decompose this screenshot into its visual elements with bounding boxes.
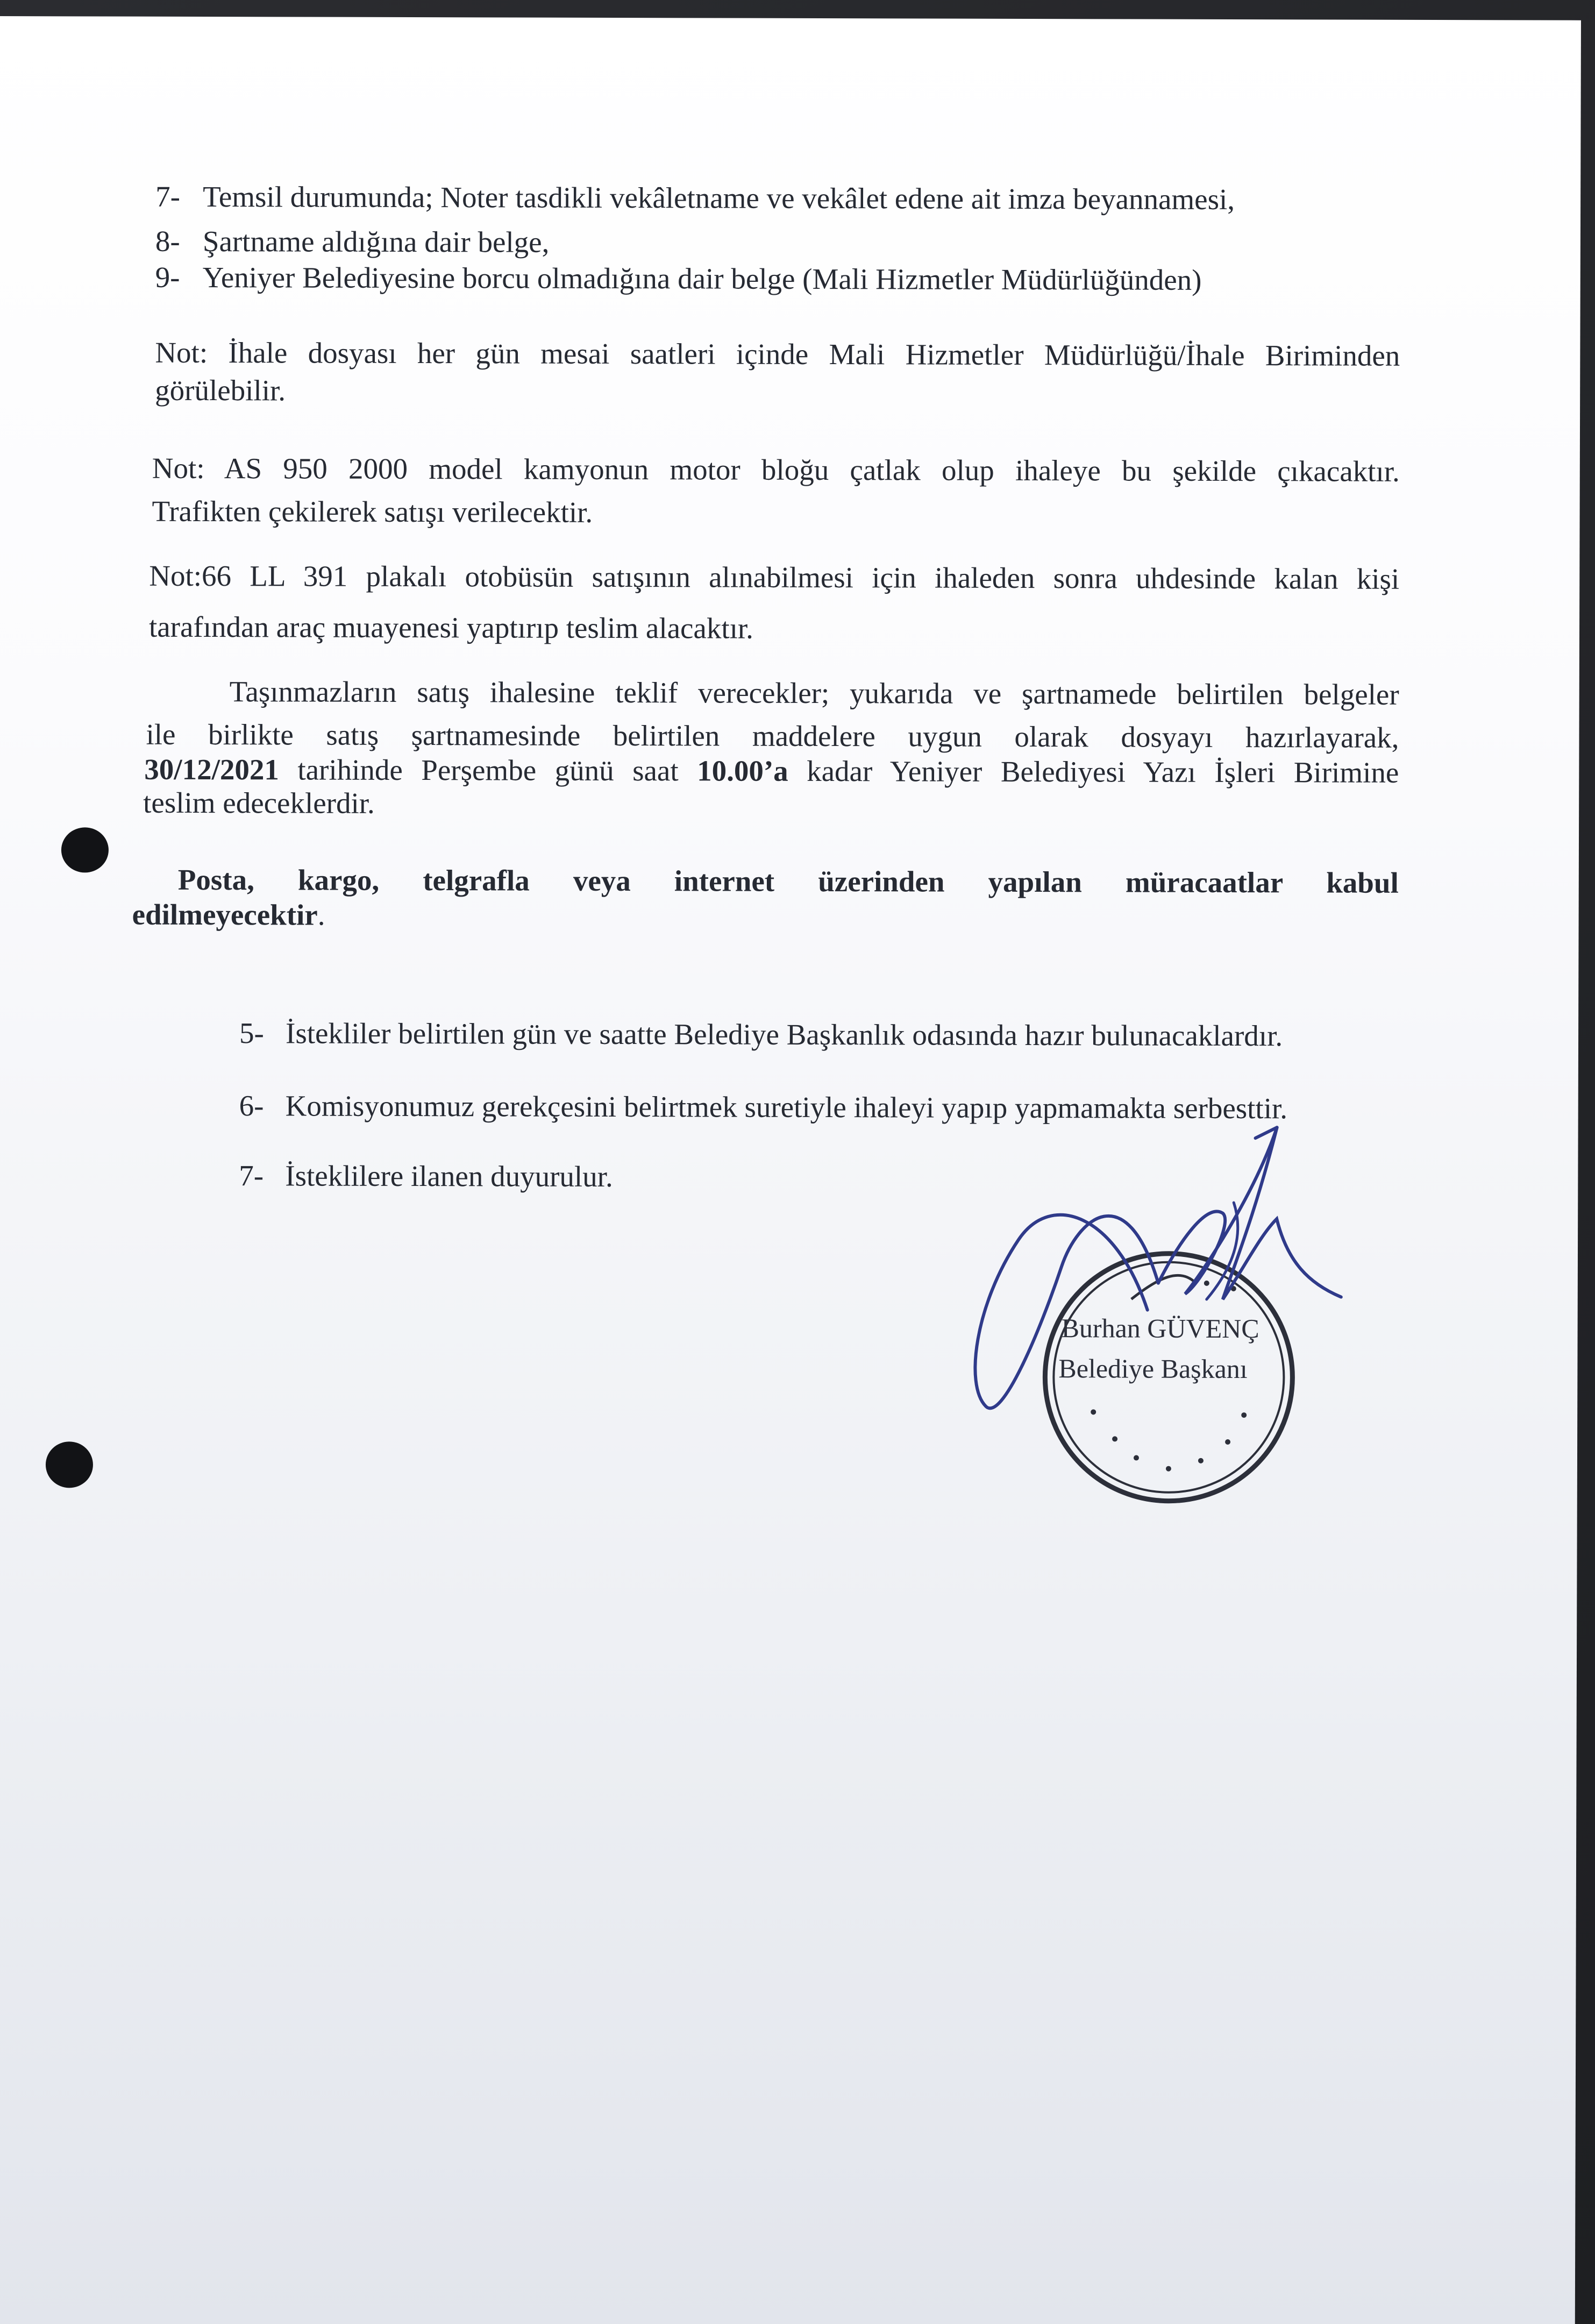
list-number: 7- <box>155 180 181 213</box>
warning-period: . <box>317 898 325 932</box>
list-text: Komisyonumuz gerekçesini belirtmek suretiyle ihaleyi yapıp yapmamakta serbesttir. <box>285 1089 1288 1125</box>
deadline-time: 10.00’a <box>697 754 788 787</box>
punch-hole-lower <box>46 1441 93 1488</box>
list-text: İstekliler belirtilen gün ve saatte Belediye Başkanlık odasında hazır bulunacaklardır. <box>285 1017 1283 1053</box>
warning-line2 <box>132 899 325 932</box>
list-b-item-5 <box>239 1017 1283 1052</box>
list-text: Temsil durumunda; Noter tasdikli vekâletname ve vekâlet edene ait imza beyannamesi, <box>203 180 1235 216</box>
list-number: 8- <box>155 224 180 258</box>
deadline-mid-text: tarihinde Perşembe günü saat <box>279 753 697 787</box>
note2-line1: Not: AS 950 2000 model kamyonun motor bloğu çatlak olup ihaleye bu şekilde çıkacaktır. <box>152 451 1400 488</box>
list-number: 7- <box>239 1159 264 1192</box>
note1-line2: görülebilir. <box>155 373 286 407</box>
signature-stamp-block <box>953 1105 1363 1537</box>
main-paragraph-line3 <box>144 754 1399 789</box>
main-paragraph-line4: teslim edeceklerdir. <box>143 786 375 820</box>
list-number: 9- <box>155 260 180 294</box>
signer-title: Belediye Başkanı <box>1058 1353 1248 1384</box>
signer-name: Burhan GÜVENÇ <box>1061 1313 1259 1344</box>
warning-bold-word: edilmeyecektir <box>132 898 318 932</box>
main-paragraph-line2: ile birlikte satış şartnamesinde belirtilen maddelere uygun olarak dosyayı hazırlayarak, <box>146 717 1399 754</box>
warning-line1: Posta, kargo, telgrafla veya internet üzerinden yapılan müracaatlar kabul <box>177 863 1399 899</box>
note1-line1: Not: İhale dosyası her gün mesai saatleri içinde Mali Hizmetler Müdürlüğü/İhale Biriminden <box>155 336 1400 372</box>
punch-hole-upper <box>61 827 109 872</box>
list-b-item-7 <box>239 1160 613 1193</box>
deadline-date: 30/12/2021 <box>144 752 279 786</box>
list-a-item-7 <box>155 181 1235 216</box>
list-number: 5- <box>239 1017 264 1050</box>
list-text: Yeniyer Belediyesine borcu olmadığına dair belge (Mali Hizmetler Müdürlüğünden) <box>202 260 1202 296</box>
main-paragraph-line1: Taşınmazların satış ihalesine teklif verecekler; yukarıda ve şartnamede belirtilen belgeler <box>229 675 1399 711</box>
document-page <box>0 16 1581 2324</box>
list-number: 6- <box>239 1089 264 1122</box>
list-text: İsteklilere ilanen duyurulur. <box>285 1159 613 1193</box>
list-a-item-9 <box>155 261 1202 296</box>
note3-line1: Not:66 LL 391 plakalı otobüsün satışının alınabilmesi için ihaleden sonra uhdesinde kalan kişi <box>149 559 1400 595</box>
deadline-end-text: kadar Yeniyer Belediyesi Yazı İşleri Birimine <box>788 754 1399 789</box>
note3-line2: tarafından araç muayenesi yaptırıp teslim alacaktır. <box>148 610 754 645</box>
list-a-item-8 <box>155 225 550 259</box>
list-text: Şartname aldığına dair belge, <box>202 224 550 259</box>
note2-line2: Trafikten çekilerek satışı verilecektir. <box>152 494 593 529</box>
